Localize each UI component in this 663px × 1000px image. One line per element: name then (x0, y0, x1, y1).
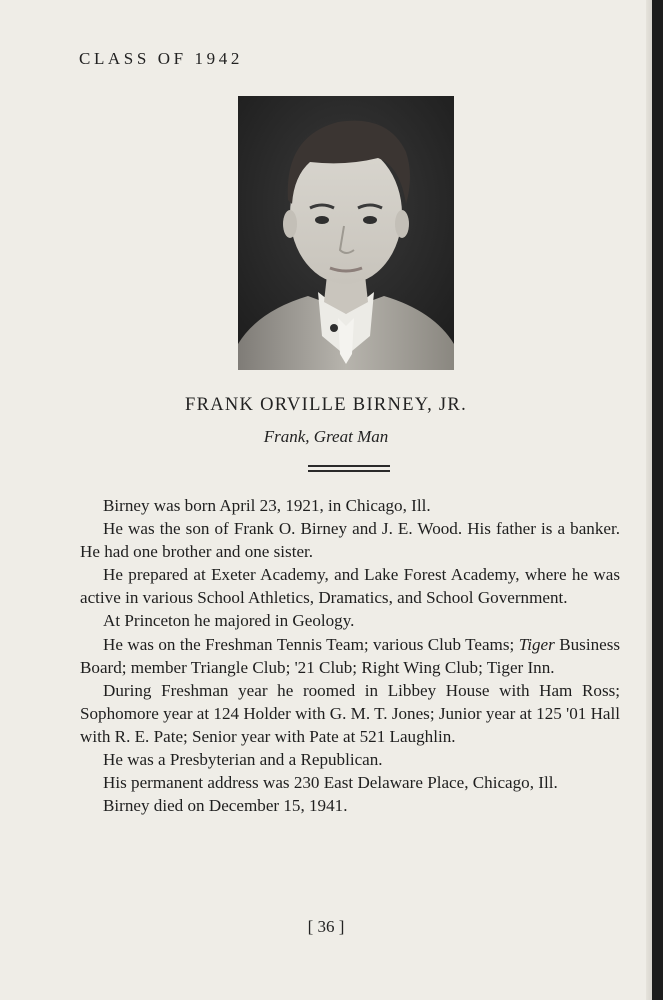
paragraph-address: His permanent address was 230 East Delaware Place, Chicago, Ill. (103, 773, 558, 793)
paragraph-religion: He was a Presbyterian and a Republican. (103, 750, 383, 770)
page-number: [ 36 ] (307, 917, 345, 936)
paragraph-parents: He was the son of Frank O. Birney and J. E. Wood. His father is a banker. He had one brother and one sister. (80, 519, 620, 562)
paragraph-preparation: He prepared at Exeter Academy, and Lake Forest Academy, where he was active in various School Athletics, Dramatics, and School Government. (80, 565, 620, 608)
paragraph-roommates: During Freshman year he roomed in Libbey House with Ham Ross; Sophomore year at 124 Holder with G. M. T. Jones; Junior year at 125 '01 Hall with R. E. Pate; Senior year with Pate at 521 Laughlin. (80, 680, 620, 746)
paragraph-activities (80, 633, 620, 679)
paragraph-major: At Princeton he majored in Geology. (103, 611, 355, 631)
student-name: FRANK ORVILLE BIRNEY, JR. (185, 395, 467, 415)
biography-text (80, 494, 620, 817)
activities-text-before: He was on the Freshman Tennis Team; various Club Teams; (103, 634, 519, 654)
student-nickname: Frank, Great Man (263, 427, 389, 446)
page-header: CLASS OF 1942 (79, 49, 243, 68)
activities-italic: Tiger (518, 634, 555, 654)
double-rule-bottom (308, 470, 390, 472)
paragraph-death: Birney died on December 15, 1941. (103, 796, 348, 816)
paragraph-born: Birney was born April 23, 1921, in Chicago, Ill. (103, 496, 431, 515)
double-rule-top (308, 465, 390, 467)
portrait-photo (238, 96, 454, 370)
activities-text-after: Business Board; member Triangle Club; '21 Club; Right Wing Club; Tiger Inn. (80, 634, 621, 677)
page-edge (646, 0, 652, 1000)
